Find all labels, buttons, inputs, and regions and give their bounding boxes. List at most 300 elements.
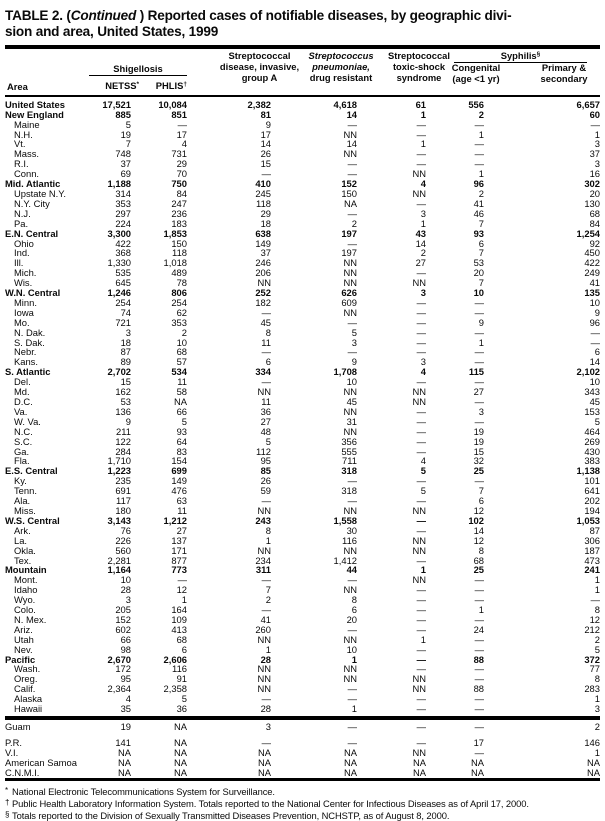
- table-row: [5, 377, 600, 387]
- value-cell: —: [416, 663, 426, 675]
- area-cell: C.N.M.I.: [5, 766, 40, 778]
- value-cell: 410: [255, 178, 271, 190]
- value-cell: —: [474, 475, 484, 487]
- value-cell: 556: [468, 98, 484, 110]
- value-cell: NA: [173, 721, 187, 732]
- value-cell: 1: [351, 653, 357, 665]
- value-cell: 141: [115, 736, 131, 748]
- value-cell: 4: [181, 138, 187, 150]
- value-cell: 5: [181, 415, 187, 427]
- value-cell: 149: [171, 475, 187, 487]
- value-cell: 3,300: [107, 227, 131, 239]
- value-cell: NA: [117, 746, 131, 758]
- value-cell: 1,223: [107, 465, 131, 477]
- table-row: [5, 347, 600, 357]
- value-cell: —: [416, 604, 426, 616]
- value-cell: 245: [255, 187, 271, 199]
- value-cell: 1: [351, 703, 357, 715]
- value-cell: —: [416, 653, 426, 665]
- title-suffix: ) Reported cases of notifiable diseases, by geographic divi-: [136, 8, 512, 23]
- value-cell: 88: [473, 683, 484, 695]
- table-row: [5, 722, 600, 738]
- value-cell: 78: [176, 277, 187, 289]
- value-cell: 641: [584, 485, 600, 497]
- area-cell: D.C.: [14, 396, 33, 407]
- table-row: [5, 664, 600, 674]
- value-cell: 773: [171, 564, 187, 576]
- value-cell: 1: [478, 168, 484, 180]
- value-cell: —: [416, 336, 426, 348]
- value-cell: 6: [351, 604, 357, 616]
- value-cell: 64: [176, 435, 187, 447]
- area-cell: United States: [5, 98, 65, 110]
- value-cell: 645: [115, 277, 131, 289]
- phlis-footnote-marker: †: [183, 80, 187, 88]
- value-cell: 7: [478, 247, 484, 259]
- value-cell: NN: [343, 673, 357, 685]
- area-cell: La.: [14, 534, 28, 546]
- toxic-shock-line1: Streptococcal: [388, 49, 450, 61]
- value-cell: 1,853: [163, 227, 187, 239]
- value-cell: 14: [260, 138, 271, 150]
- value-cell: 7: [478, 217, 484, 229]
- value-cell: —: [416, 148, 426, 160]
- value-cell: 1: [594, 584, 600, 596]
- value-cell: 9: [265, 118, 271, 130]
- table-row: [5, 427, 600, 437]
- table-row: [5, 674, 600, 684]
- value-cell: 6: [478, 495, 484, 507]
- value-cell: —: [416, 405, 426, 417]
- table-row: [5, 516, 600, 526]
- value-cell: —: [590, 326, 600, 338]
- value-cell: 8: [594, 604, 600, 616]
- table-row: [5, 159, 600, 169]
- value-cell: 48: [260, 425, 271, 437]
- value-cell: NN: [412, 277, 426, 289]
- value-cell: 11: [177, 376, 187, 388]
- value-cell: 4: [420, 455, 426, 467]
- value-cell: NN: [257, 633, 271, 645]
- value-cell: 10: [346, 643, 357, 655]
- title-prefix: TABLE 2. (: [5, 8, 71, 23]
- value-cell: 1,710: [107, 455, 131, 467]
- value-cell: NN: [343, 148, 357, 160]
- area-cell: Mid. Atlantic: [5, 178, 61, 190]
- value-cell: 152: [341, 178, 357, 190]
- value-cell: 57: [176, 356, 187, 368]
- table-row: [5, 120, 600, 130]
- congenital-line1: Congenital: [451, 61, 501, 73]
- table-row: [5, 367, 600, 377]
- table-title-line2: sion and area, United States, 1999: [5, 24, 219, 40]
- territories-data-table: [5, 722, 600, 778]
- area-cell: Nebr.: [14, 346, 37, 358]
- table-row: [5, 655, 600, 665]
- value-cell: 284: [115, 445, 131, 457]
- value-cell: —: [590, 336, 600, 348]
- value-cell: —: [347, 316, 357, 328]
- value-cell: 15: [120, 376, 131, 388]
- value-cell: 609: [341, 296, 357, 308]
- value-cell: NA: [173, 736, 187, 748]
- value-cell: 1: [420, 108, 426, 120]
- strep-invasive-line2: disease, invasive,: [219, 60, 300, 72]
- value-cell: NA: [586, 766, 600, 778]
- area-cell: American Samoa: [5, 756, 77, 768]
- value-cell: —: [416, 316, 426, 328]
- table-row: [5, 768, 600, 778]
- value-cell: 59: [260, 485, 271, 497]
- table-row: [5, 328, 600, 338]
- value-cell: 555: [341, 445, 357, 457]
- area-cell: Pacific: [5, 653, 36, 665]
- value-cell: 87: [589, 524, 600, 536]
- value-cell: 750: [171, 178, 187, 190]
- bottom-rule: [5, 778, 600, 781]
- table-row: [5, 595, 600, 605]
- footnote-phlis: [5, 797, 600, 809]
- value-cell: 172: [115, 663, 131, 675]
- value-cell: 5: [351, 326, 357, 338]
- value-cell: 182: [255, 296, 271, 308]
- value-cell: 89: [120, 356, 131, 368]
- value-cell: —: [474, 663, 484, 675]
- value-cell: 283: [584, 683, 600, 695]
- value-cell: NA: [257, 766, 271, 778]
- value-cell: 343: [584, 386, 600, 398]
- netss-footnote-marker: *: [136, 80, 139, 88]
- value-cell: —: [416, 623, 426, 635]
- value-cell: 2: [351, 217, 357, 229]
- value-cell: 1,053: [576, 514, 600, 526]
- table-row: [5, 466, 600, 476]
- value-cell: 236: [171, 207, 187, 219]
- value-cell: 3: [420, 356, 426, 368]
- value-cell: 430: [584, 445, 600, 457]
- value-cell: 62: [176, 306, 187, 318]
- area-cell: S. Atlantic: [5, 366, 51, 378]
- phlis-label: PHLIS: [155, 79, 184, 91]
- value-cell: —: [416, 524, 426, 536]
- table-row: [5, 110, 600, 120]
- value-cell: 10,084: [158, 98, 187, 110]
- value-cell: —: [261, 604, 271, 616]
- area-cell: N. Mex.: [14, 613, 47, 625]
- table-row: [5, 338, 600, 348]
- table-row: [5, 684, 600, 694]
- value-cell: 1: [420, 564, 426, 576]
- value-cell: 28: [260, 653, 271, 665]
- value-cell: NN: [412, 187, 426, 199]
- value-cell: 2: [594, 633, 600, 645]
- value-cell: —: [416, 495, 426, 507]
- value-cell: 234: [255, 554, 271, 566]
- value-cell: 246: [255, 257, 271, 269]
- area-cell: Oreg.: [14, 673, 38, 685]
- value-cell: 53: [120, 396, 131, 407]
- value-cell: —: [347, 574, 357, 586]
- value-cell: 249: [584, 267, 600, 279]
- value-cell: —: [261, 495, 271, 507]
- table-row: [5, 268, 600, 278]
- value-cell: 1,018: [163, 257, 187, 269]
- table-row: [5, 536, 600, 546]
- value-cell: —: [347, 346, 357, 358]
- value-cell: —: [474, 326, 484, 338]
- area-cell: Ky.: [14, 475, 27, 487]
- value-cell: 130: [584, 197, 600, 209]
- value-cell: NA: [257, 756, 271, 768]
- value-cell: —: [416, 435, 426, 447]
- value-cell: 8: [265, 326, 271, 338]
- value-cell: 368: [115, 247, 131, 259]
- value-cell: 45: [589, 396, 600, 407]
- value-cell: —: [347, 168, 357, 180]
- value-cell: 27: [473, 386, 484, 398]
- value-cell: 224: [115, 217, 131, 229]
- value-cell: —: [416, 514, 426, 526]
- value-cell: 8: [594, 673, 600, 685]
- value-cell: NA: [586, 756, 600, 768]
- area-cell: Idaho: [14, 584, 38, 596]
- value-cell: —: [416, 118, 426, 130]
- value-cell: NN: [257, 277, 271, 289]
- value-cell: 535: [115, 267, 131, 279]
- strep-pneumoniae-line1: Streptococcus: [308, 49, 374, 61]
- value-cell: NN: [343, 128, 357, 140]
- value-cell: 1,164: [107, 564, 131, 576]
- value-cell: NN: [343, 504, 357, 516]
- footnote-syphilis: [5, 809, 600, 821]
- area-cell: Kans.: [14, 356, 38, 368]
- area-cell: Ala.: [14, 495, 31, 507]
- value-cell: 43: [415, 227, 426, 239]
- value-cell: 422: [584, 257, 600, 269]
- value-cell: 254: [115, 296, 131, 308]
- strep-pneumoniae-line2: pneumoniae,: [312, 60, 370, 72]
- value-cell: NN: [412, 386, 426, 398]
- value-cell: 1: [420, 633, 426, 645]
- value-cell: 18: [120, 336, 131, 348]
- value-cell: 6,657: [576, 98, 600, 110]
- value-cell: NA: [412, 756, 426, 768]
- value-cell: 95: [260, 455, 271, 467]
- value-cell: 183: [171, 217, 187, 229]
- value-cell: 17: [473, 736, 484, 748]
- value-cell: 4: [420, 366, 426, 378]
- value-cell: 8: [478, 544, 484, 556]
- main-data-table: [5, 100, 600, 714]
- value-cell: 24: [473, 623, 484, 635]
- table-row: [5, 407, 600, 417]
- value-cell: 353: [171, 316, 187, 328]
- value-cell: 1: [594, 746, 600, 758]
- value-cell: 1: [181, 594, 187, 606]
- strep-invasive-line1: Streptococcal: [228, 49, 291, 61]
- value-cell: 74: [120, 306, 131, 318]
- footnote-marker: *: [5, 785, 9, 795]
- value-cell: NA: [117, 756, 131, 768]
- value-cell: NN: [257, 504, 271, 516]
- value-cell: 19: [120, 128, 131, 140]
- value-cell: 152: [115, 613, 131, 625]
- area-cell: Va.: [14, 405, 28, 417]
- area-cell: W.S. Central: [5, 514, 60, 526]
- value-cell: 112: [256, 445, 271, 457]
- table-row: [5, 526, 600, 536]
- value-cell: —: [474, 574, 484, 586]
- value-cell: —: [474, 396, 484, 407]
- value-cell: —: [347, 623, 357, 635]
- col-header-primary-secondary: [514, 62, 605, 84]
- value-cell: 69: [120, 168, 131, 180]
- value-cell: NN: [257, 386, 271, 398]
- value-cell: 19: [473, 435, 484, 447]
- area-cell: N.H.: [14, 128, 33, 140]
- value-cell: 149: [255, 237, 271, 249]
- value-cell: 10: [346, 376, 357, 388]
- value-cell: —: [416, 594, 426, 606]
- table-row: [5, 585, 600, 595]
- value-cell: —: [474, 584, 484, 596]
- value-cell: 41: [473, 197, 484, 209]
- value-cell: —: [261, 693, 271, 705]
- value-cell: —: [347, 693, 357, 705]
- value-cell: 35: [120, 703, 131, 715]
- area-cell: Wash.: [14, 663, 41, 675]
- value-cell: NN: [343, 584, 357, 596]
- value-cell: 1,138: [576, 465, 600, 477]
- value-cell: 84: [589, 217, 600, 229]
- value-cell: —: [474, 356, 484, 368]
- table-row: [5, 635, 600, 645]
- value-cell: 17: [176, 128, 187, 140]
- table-row: [5, 615, 600, 625]
- value-cell: 6: [181, 643, 187, 655]
- value-cell: —: [416, 736, 426, 748]
- area-cell: Ind.: [14, 247, 30, 259]
- value-cell: —: [474, 376, 484, 388]
- footnote-text: Totals reported to the Division of Sexually Transmitted Diseases Prevention, NCHSTP, as of August 8, 2000.: [12, 809, 450, 821]
- area-cell: Alaska: [14, 693, 43, 705]
- value-cell: NA: [173, 746, 187, 758]
- congenital-line2: (age <1 yr): [452, 72, 500, 84]
- value-cell: NN: [343, 277, 357, 289]
- value-cell: —: [474, 746, 484, 758]
- value-cell: 60: [589, 108, 600, 120]
- value-cell: 11: [261, 396, 271, 407]
- value-cell: 109: [171, 613, 187, 625]
- footnote-marker: §: [5, 809, 10, 819]
- area-cell: N.J.: [14, 207, 31, 219]
- value-cell: —: [416, 158, 426, 170]
- value-cell: NN: [412, 673, 426, 685]
- area-cell: Ark.: [14, 524, 31, 536]
- value-cell: 41: [260, 613, 271, 625]
- area-cell: Ga.: [14, 445, 30, 457]
- value-cell: 31: [346, 415, 357, 427]
- value-cell: 383: [584, 455, 600, 467]
- value-cell: 3: [265, 721, 271, 732]
- value-cell: 68: [473, 554, 484, 566]
- value-cell: 1: [420, 138, 426, 150]
- table-row: [5, 565, 600, 575]
- value-cell: 2,281: [107, 554, 131, 566]
- value-cell: 243: [255, 514, 271, 526]
- area-cell: Mass.: [14, 148, 40, 160]
- value-cell: 91: [176, 673, 187, 685]
- value-cell: 212: [584, 623, 600, 635]
- value-cell: 61: [415, 98, 426, 110]
- value-cell: 58: [176, 386, 187, 398]
- area-cell: Iowa: [14, 306, 34, 318]
- area-cell: Ill.: [14, 257, 24, 269]
- value-cell: 1: [594, 128, 600, 140]
- value-cell: 1: [265, 643, 271, 655]
- value-cell: 5: [181, 693, 187, 705]
- value-cell: 41: [589, 277, 600, 289]
- value-cell: 16: [589, 168, 600, 180]
- primary-secondary-line1: Primary &: [541, 61, 587, 73]
- value-cell: 122: [115, 435, 131, 447]
- value-cell: 10: [176, 336, 187, 348]
- value-cell: 28: [260, 703, 271, 715]
- value-cell: 27: [260, 415, 271, 427]
- value-cell: 2,102: [576, 366, 600, 378]
- table-row: [5, 625, 600, 635]
- area-cell: E.S. Central: [5, 465, 58, 477]
- value-cell: 314: [115, 187, 131, 199]
- footnote-text: Public Health Laboratory Information System. Totals reported to the National Center for Infectious Diseases as of April 17, 2000.: [12, 797, 529, 809]
- table-row: [5, 447, 600, 457]
- value-cell: NN: [343, 257, 357, 269]
- value-cell: —: [474, 693, 484, 705]
- table-row: [5, 298, 600, 308]
- value-cell: 14: [346, 108, 357, 120]
- value-cell: 102: [468, 514, 484, 526]
- value-cell: 748: [115, 148, 131, 160]
- value-cell: NN: [257, 683, 271, 695]
- table-row: [5, 556, 600, 566]
- value-cell: —: [347, 495, 357, 507]
- value-cell: 12: [473, 534, 484, 546]
- value-cell: 11: [177, 504, 187, 516]
- value-cell: —: [416, 475, 426, 487]
- value-cell: 1,412: [333, 554, 357, 566]
- value-cell: 10: [589, 376, 600, 388]
- value-cell: —: [474, 306, 484, 318]
- value-cell: 5: [420, 485, 426, 497]
- value-cell: 26: [260, 475, 271, 487]
- value-cell: 171: [171, 544, 187, 556]
- value-cell: 4,618: [333, 98, 357, 110]
- value-cell: 77: [589, 663, 600, 675]
- value-cell: NA: [117, 766, 131, 778]
- value-cell: 206: [255, 267, 271, 279]
- area-cell: Vt.: [14, 138, 26, 150]
- value-cell: 202: [584, 495, 600, 507]
- value-cell: 116: [172, 663, 187, 675]
- area-cell: V.I.: [5, 746, 19, 758]
- value-cell: 372: [584, 653, 600, 665]
- value-cell: 37: [120, 158, 131, 170]
- footnote-marker: †: [5, 797, 10, 807]
- value-cell: —: [474, 721, 484, 732]
- value-cell: —: [416, 376, 426, 388]
- value-cell: —: [416, 693, 426, 705]
- value-cell: NN: [343, 633, 357, 645]
